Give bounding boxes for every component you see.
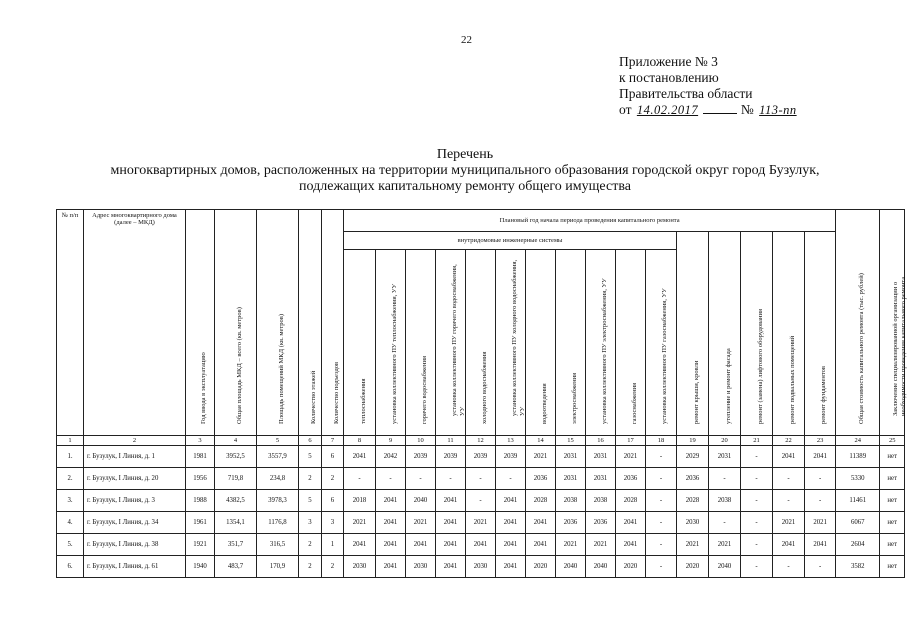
table-cell: 2020 [677, 556, 709, 578]
appendix-line-1: Приложение № 3 [619, 54, 718, 69]
column-number: 20 [709, 436, 741, 446]
vheader-18: ремонт (замена) лифтового оборудования [741, 232, 773, 436]
date-value: 14.02.2017 [636, 103, 699, 117]
table-cell: 2029 [677, 446, 709, 468]
table-cell: 2030 [406, 556, 436, 578]
table-cell: 3557,9 [257, 446, 299, 468]
row-address: г. Бузулук, I Линия, д. 1 [84, 446, 186, 468]
table-cell: - [646, 468, 677, 490]
header-no: № п/п [57, 210, 84, 436]
table-cell: 2031 [556, 446, 586, 468]
table-cell: нет [880, 534, 905, 556]
column-number: 9 [376, 436, 406, 446]
table-cell: 2021 [805, 512, 836, 534]
column-number: 5 [257, 436, 299, 446]
table-cell: 2038 [556, 490, 586, 512]
vheader-4: Количество подъездов [322, 210, 344, 436]
table-cell: - [741, 512, 773, 534]
table-cell: 2028 [526, 490, 556, 512]
table-row [57, 490, 905, 512]
header-plan-group: Плановый год начала периода проведения капитального ремонта [344, 210, 836, 232]
table-cell: нет [880, 446, 905, 468]
column-number: 24 [836, 436, 880, 446]
table-cell: 2021 [344, 512, 376, 534]
row-number: 2. [57, 468, 84, 490]
table-cell: - [709, 468, 741, 490]
table-cell: 2041 [616, 512, 646, 534]
row-number: 5. [57, 534, 84, 556]
table-cell: 2038 [586, 490, 616, 512]
table-cell: 2040 [406, 490, 436, 512]
date-prefix: от [619, 102, 632, 117]
column-number: 8 [344, 436, 376, 446]
table-cell: 1354,1 [215, 512, 257, 534]
table-cell: 2042 [376, 446, 406, 468]
document-title [60, 147, 870, 195]
column-number: 12 [466, 436, 496, 446]
table-cell: 2021 [773, 512, 805, 534]
table-cell: 5330 [836, 468, 880, 490]
column-number: 3 [186, 436, 215, 446]
table-cell: 719,8 [215, 468, 257, 490]
row-number: 1. [57, 446, 84, 468]
table-cell: 2041 [496, 512, 526, 534]
table-cell: 2041 [436, 534, 466, 556]
table-cell: - [466, 490, 496, 512]
appendix-line-2: к постановлению [619, 70, 719, 85]
table-cell: - [741, 468, 773, 490]
table-cell: нет [880, 512, 905, 534]
column-number: 19 [677, 436, 709, 446]
column-number: 6 [299, 436, 322, 446]
table-cell: 2036 [616, 468, 646, 490]
table-cell: - [805, 468, 836, 490]
row-address: г. Бузулук, I Линия, д. 38 [84, 534, 186, 556]
table-cell: 1981 [186, 446, 215, 468]
row-address: г. Бузулук, I Линия, д. 20 [84, 468, 186, 490]
vheader-9: холодного водоснабжения [466, 250, 496, 436]
buildings-table [56, 209, 905, 578]
vheader-5: теплоснабжения [344, 250, 376, 436]
table-cell: 2020 [616, 556, 646, 578]
table-cell: 2041 [496, 534, 526, 556]
vheader-16: ремонт крыши, кровли [677, 232, 709, 436]
table-cell: 2041 [344, 534, 376, 556]
table-cell: 1940 [186, 556, 215, 578]
table-cell: - [344, 468, 376, 490]
table-cell: 2604 [836, 534, 880, 556]
table-cell: 2031 [556, 468, 586, 490]
table-cell: 1921 [186, 534, 215, 556]
table-cell: 2039 [406, 446, 436, 468]
table-cell: нет [880, 468, 905, 490]
table-cell: 2 [299, 534, 322, 556]
table-cell: 1961 [186, 512, 215, 534]
column-number: 21 [741, 436, 773, 446]
vheader-15: установка коллективного ПУ газоснабжения, УУ [646, 250, 677, 436]
table-cell: 3582 [836, 556, 880, 578]
vheader-10: установка коллективного ПУ холодного водоснабжения, УУ [496, 250, 526, 436]
vheader-2: Площадь помещений МКД (кв. метров) [257, 210, 299, 436]
table-cell: 2039 [466, 446, 496, 468]
vheader-22: Заключение специализированной организации о необходимости проведения капитального ремонта [880, 210, 905, 436]
appendix-line-3: Правительства области [619, 86, 753, 101]
column-number: 1 [57, 436, 84, 446]
table-cell: - [741, 534, 773, 556]
table-cell: 11389 [836, 446, 880, 468]
table-cell: 2039 [496, 446, 526, 468]
row-address: г. Бузулук, I Линия, д. 3 [84, 490, 186, 512]
table-cell: 1988 [186, 490, 215, 512]
table-cell: 2 [299, 468, 322, 490]
table-cell: - [741, 556, 773, 578]
number-value: 113-пп [759, 103, 797, 117]
table-cell: 2041 [376, 556, 406, 578]
table-cell: - [376, 468, 406, 490]
table-cell: - [805, 490, 836, 512]
table-cell: 2041 [616, 534, 646, 556]
table-row [57, 534, 905, 556]
table-cell: 2041 [376, 512, 406, 534]
table-row [57, 512, 905, 534]
table-cell: - [466, 468, 496, 490]
vheader-20: ремонт фундаментов [805, 232, 836, 436]
table-cell: 2031 [586, 468, 616, 490]
table-cell: 351,7 [215, 534, 257, 556]
table-body [57, 436, 905, 578]
column-number: 10 [406, 436, 436, 446]
table-cell: 2036 [556, 512, 586, 534]
appendix-block [619, 54, 799, 118]
table-cell: 2021 [526, 446, 556, 468]
table-cell: 2021 [677, 534, 709, 556]
table-cell: 2041 [436, 512, 466, 534]
header-address: Адрес многоквартирного дома (далее – МКД) [84, 210, 186, 436]
table-cell: - [646, 534, 677, 556]
table-cell: 2040 [709, 556, 741, 578]
table-cell: 1956 [186, 468, 215, 490]
table-cell: 1176,8 [257, 512, 299, 534]
table-cell: 2021 [616, 446, 646, 468]
table-cell: 5 [299, 490, 322, 512]
row-number: 3. [57, 490, 84, 512]
table-cell: 2041 [773, 446, 805, 468]
table-cell: - [436, 468, 466, 490]
table-cell: - [646, 556, 677, 578]
table-cell: 2030 [677, 512, 709, 534]
vheader-6: установка коллективного ПУ теплоснабжения, УУ [376, 250, 406, 436]
table-cell: 2030 [344, 556, 376, 578]
column-number: 25 [880, 436, 905, 446]
column-number: 11 [436, 436, 466, 446]
table-cell: 2041 [436, 490, 466, 512]
table-cell: 2041 [406, 534, 436, 556]
table-cell: 2021 [556, 534, 586, 556]
row-address: г. Бузулук, I Линия, д. 61 [84, 556, 186, 578]
table-cell: 2041 [773, 534, 805, 556]
column-number: 22 [773, 436, 805, 446]
vheader-3: Количество этажей [299, 210, 322, 436]
column-number: 17 [616, 436, 646, 446]
table-cell: 2040 [556, 556, 586, 578]
table-cell: 11461 [836, 490, 880, 512]
table-cell: 2041 [436, 556, 466, 578]
column-number-row [57, 436, 905, 446]
table-cell: 6 [322, 490, 344, 512]
column-number: 18 [646, 436, 677, 446]
table-cell: 2030 [466, 556, 496, 578]
column-number: 23 [805, 436, 836, 446]
vheader-19: ремонт подвальных помещений [773, 232, 805, 436]
table-cell: 2 [299, 556, 322, 578]
table-cell: 234,8 [257, 468, 299, 490]
appendix-date-line [619, 102, 799, 118]
table-cell: 4382,5 [215, 490, 257, 512]
table-cell: 2021 [586, 534, 616, 556]
table-cell: 2 [322, 556, 344, 578]
table-cell: 2039 [436, 446, 466, 468]
vheader-8: установка коллективного ПУ горячего водоснабжения, УУ [436, 250, 466, 436]
table-cell: 316,5 [257, 534, 299, 556]
vheader-13: установка коллективного ПУ электроснабжения, УУ [586, 250, 616, 436]
column-number: 16 [586, 436, 616, 446]
table-row [57, 556, 905, 578]
table-cell: 3 [299, 512, 322, 534]
column-number: 7 [322, 436, 344, 446]
table-cell: 2036 [677, 468, 709, 490]
vheader-1: Общая площадь МКД – всего (кв. метров) [215, 210, 257, 436]
table-cell: - [646, 512, 677, 534]
vheader-21: Общая стоимость капитального ремонта (тыс. рублей) [836, 210, 880, 436]
vheader-0: Год ввода в эксплуатацию [186, 210, 215, 436]
column-number: 14 [526, 436, 556, 446]
table-cell: 2038 [709, 490, 741, 512]
table-cell: 2028 [616, 490, 646, 512]
table-cell: 2021 [709, 534, 741, 556]
title-line-1: Перечень [436, 147, 494, 162]
title-line-3: подлежащих капитальному ремонту общего имущества [299, 179, 631, 194]
column-number: 2 [84, 436, 186, 446]
table-cell: 2031 [709, 446, 741, 468]
table-cell: 2041 [805, 534, 836, 556]
table-cell: 3952,5 [215, 446, 257, 468]
table-cell: 2041 [344, 446, 376, 468]
table-cell: 2041 [496, 490, 526, 512]
table-cell: 2040 [586, 556, 616, 578]
table-cell: - [709, 512, 741, 534]
table-cell: 2041 [496, 556, 526, 578]
row-number: 6. [57, 556, 84, 578]
table-cell: 2021 [406, 512, 436, 534]
column-number: 4 [215, 436, 257, 446]
table-cell: 2036 [586, 512, 616, 534]
table-cell: 3978,3 [257, 490, 299, 512]
table-cell: - [406, 468, 436, 490]
table-cell: 2018 [344, 490, 376, 512]
table-cell: 5 [299, 446, 322, 468]
vheader-12: электроснабжения [556, 250, 586, 436]
column-number: 15 [556, 436, 586, 446]
table-cell: - [805, 556, 836, 578]
table-cell: 2041 [526, 534, 556, 556]
table-row [57, 468, 905, 490]
table-row [57, 446, 905, 468]
table-cell: 2041 [526, 512, 556, 534]
table-cell: 483,7 [215, 556, 257, 578]
table-cell: 6067 [836, 512, 880, 534]
table-cell: - [646, 446, 677, 468]
table-cell: 2041 [376, 490, 406, 512]
vheader-7: горячего водоснабжения [406, 250, 436, 436]
table-cell: 2041 [466, 534, 496, 556]
table-cell: - [496, 468, 526, 490]
vheader-11: водоотведения [526, 250, 556, 436]
table-cell: - [773, 490, 805, 512]
table-cell: - [773, 556, 805, 578]
table-cell: - [741, 490, 773, 512]
table-cell: нет [880, 556, 905, 578]
vheader-14: газоснабжения [616, 250, 646, 436]
table-cell: 2020 [526, 556, 556, 578]
column-number: 13 [496, 436, 526, 446]
table-cell: 2036 [526, 468, 556, 490]
table-cell: 2021 [466, 512, 496, 534]
table-cell: 1 [322, 534, 344, 556]
table-cell: - [773, 468, 805, 490]
table-cell: 2031 [586, 446, 616, 468]
table-cell: 2 [322, 468, 344, 490]
table-cell: 3 [322, 512, 344, 534]
table-cell: - [646, 490, 677, 512]
row-address: г. Бузулук, I Линия, д. 34 [84, 512, 186, 534]
table-cell: 2041 [805, 446, 836, 468]
table-cell: 2041 [376, 534, 406, 556]
header-internal-group: внутридомовые инженерные системы [344, 232, 677, 250]
table-cell: 2028 [677, 490, 709, 512]
vheader-17: утепление и ремонт фасада [709, 232, 741, 436]
number-prefix: № [740, 102, 754, 117]
table-cell: - [741, 446, 773, 468]
row-number: 4. [57, 512, 84, 534]
table-cell: 170,9 [257, 556, 299, 578]
page-number: 22 [461, 34, 472, 46]
table-cell: нет [880, 490, 905, 512]
title-line-2: многоквартирных домов, расположенных на территории муниципального образования городской округ город Бузулук, [110, 163, 820, 178]
table-cell: 6 [322, 446, 344, 468]
date-underline [703, 102, 737, 114]
